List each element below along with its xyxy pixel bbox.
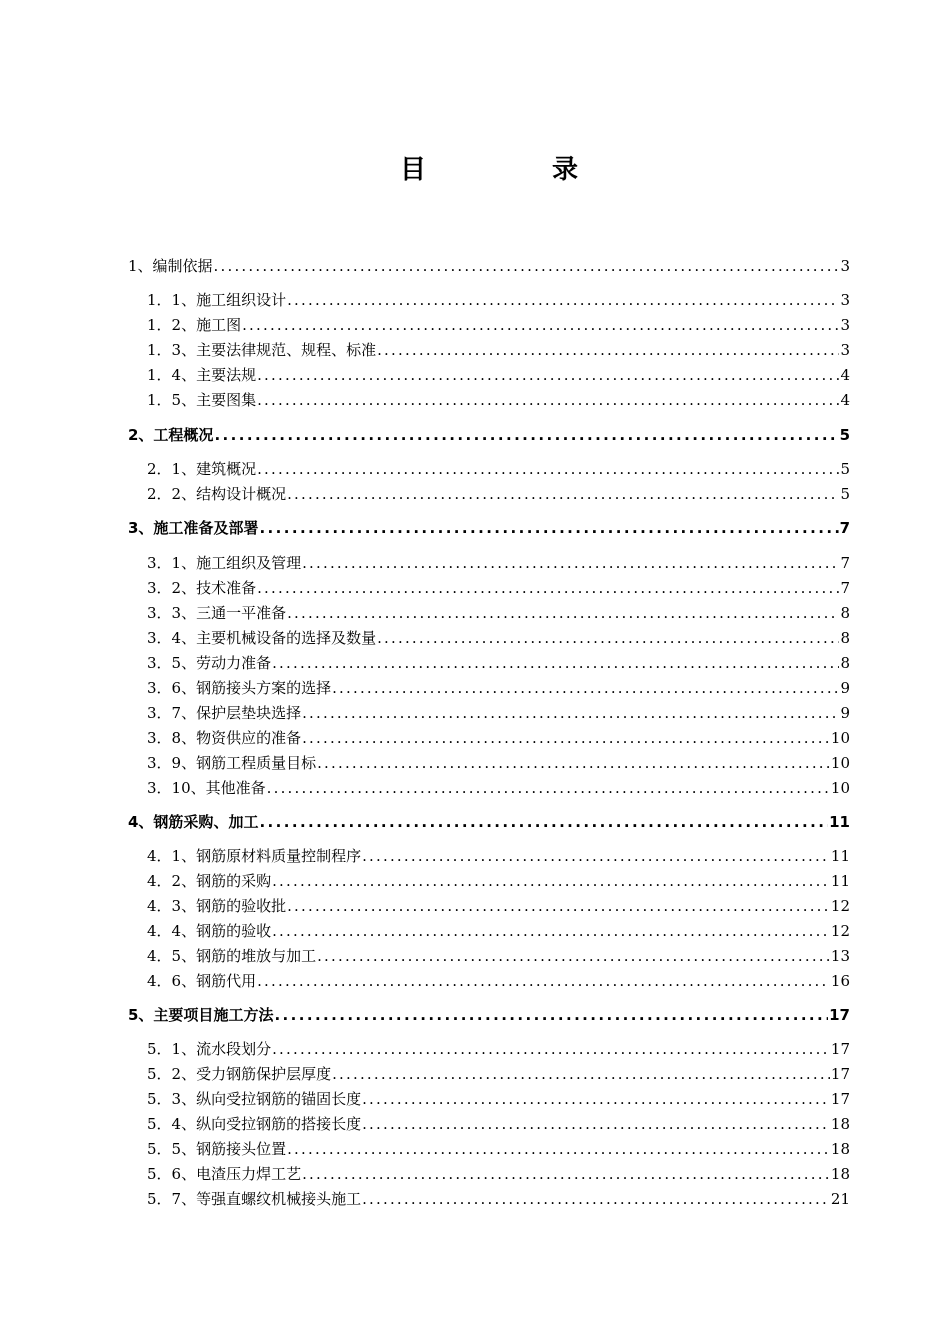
toc-leader-dots [267,777,830,799]
toc-page-number: 8 [840,654,850,672]
toc-entry-label: 4、钢筋采购、加工 [128,813,259,831]
toc-leader-dots [332,1063,830,1085]
toc-leader-dots [317,945,830,967]
toc-entry-label: 3．1、施工组织及管理 [147,554,302,572]
toc-section-entry[interactable] [0,389,850,411]
toc-section-entry[interactable] [0,845,850,867]
toc-section-entry[interactable] [0,1113,850,1135]
toc-page-number: 18 [830,1140,850,1158]
toc-entry-label: 2、工程概况 [128,426,214,444]
toc-leader-dots [257,389,839,411]
toc-section-entry[interactable] [0,777,850,799]
toc-page-number: 17 [830,1065,850,1083]
toc-leader-dots [302,552,839,574]
toc-entry-label: 4．2、钢筋的采购 [147,872,272,890]
toc-page-number: 10 [830,729,850,747]
toc-page-number: 10 [830,779,850,797]
toc-leader-dots [272,652,839,674]
toc-leader-dots [362,1188,830,1210]
toc-leader-dots [287,1138,830,1160]
toc-section-entry[interactable] [0,1063,850,1085]
toc-section-entry[interactable] [0,895,850,917]
toc-page-number: 9 [840,679,850,697]
toc-section-entry[interactable] [0,1038,850,1060]
toc-entry-label: 5．7、等强直螺纹机械接头施工 [147,1190,362,1208]
toc-page-number: 3 [840,341,850,359]
toc-page-number: 12 [830,897,850,915]
toc-chapter-entry[interactable] [0,517,850,539]
toc-leader-dots [259,811,828,833]
toc-section-entry[interactable] [0,727,850,749]
toc-entry-label: 1．1、施工组织设计 [147,291,287,309]
toc-entry-label: 1．2、施工图 [147,316,242,334]
toc-entry-label: 5．1、流水段划分 [147,1040,272,1058]
toc-section-entry[interactable] [0,483,850,505]
toc-leader-dots [302,1163,830,1185]
toc-entry-label: 3．2、技术准备 [147,579,257,597]
toc-chapter-entry[interactable] [0,811,850,833]
toc-leader-dots [242,314,839,336]
toc-page-number: 13 [830,947,850,965]
toc-chapter-entry[interactable] [0,424,850,446]
toc-section-entry[interactable] [0,1138,850,1160]
toc-leader-dots [317,752,830,774]
toc-page-number: 11 [830,872,850,890]
toc-section-entry[interactable] [0,289,850,311]
toc-chapter-entry[interactable] [0,1004,850,1026]
toc-section-entry[interactable] [0,1163,850,1185]
toc-page-number: 3 [840,316,850,334]
toc-entry-label: 5．4、纵向受拉钢筋的搭接长度 [147,1115,362,1133]
toc-page-number: 4 [840,366,850,384]
toc-leader-dots [362,1113,830,1135]
toc-entry-label: 1．4、主要法规 [147,366,257,384]
toc-entry-label: 3．5、劳动力准备 [147,654,272,672]
toc-page-number: 8 [840,629,850,647]
toc-entry-label: 3．10、其他准备 [147,779,266,797]
toc-leader-dots [259,517,838,539]
toc-page-number: 17 [830,1040,850,1058]
toc-section-entry[interactable] [0,945,850,967]
toc-leader-dots [362,1088,830,1110]
toc-entry-label: 4．1、钢筋原材料质量控制程序 [147,847,362,865]
toc-leader-dots [287,895,830,917]
toc-entry-label: 5．6、电渣压力焊工艺 [147,1165,302,1183]
toc-section-entry[interactable] [0,870,850,892]
toc-page-number: 5 [839,426,850,444]
title-char-2: 录 [552,155,581,185]
toc-section-entry[interactable] [0,1188,850,1210]
toc-entry-label: 1、编制依据 [128,257,213,275]
toc-leader-dots [377,627,839,649]
toc-entry-label: 1．5、主要图集 [147,391,257,409]
toc-entry-label: 3．8、物资供应的准备 [147,729,302,747]
toc-page-number: 10 [830,754,850,772]
toc-leader-dots [302,727,830,749]
toc-entry-label: 3．9、钢筋工程质量目标 [147,754,317,772]
toc-leader-dots [272,920,830,942]
toc-page-number: 18 [830,1115,850,1133]
toc-page-number: 18 [830,1165,850,1183]
toc-leader-dots [214,424,838,446]
toc-page-number: 7 [840,554,850,572]
toc-entry-label: 1．3、主要法律规范、规程、标准 [147,341,377,359]
toc-entry-label: 4．4、钢筋的验收 [147,922,272,940]
toc-page-number: 11 [830,847,850,865]
toc-section-entry[interactable] [0,364,850,386]
toc-entry-label: 5、主要项目施工方法 [128,1006,274,1024]
toc-page-number: 3 [840,257,850,275]
toc-entry-label: 3．3、三通一平准备 [147,604,287,622]
toc-section-entry[interactable] [0,1088,850,1110]
toc-page-number: 7 [840,579,850,597]
toc-leader-dots [274,1004,828,1026]
toc-leader-dots [362,845,830,867]
toc-leader-dots [287,602,839,624]
toc-page-number: 21 [830,1190,850,1208]
toc-page-number: 5 [840,460,850,478]
toc-section-entry[interactable] [0,677,850,699]
toc-page-number: 3 [840,291,850,309]
toc-page-number: 7 [839,519,850,537]
toc-entry-label: 2．2、结构设计概况 [147,485,287,503]
toc-leader-dots [257,970,830,992]
toc-entry-label: 3、施工准备及部署 [128,519,259,537]
toc-page-number: 16 [830,972,850,990]
toc-entry-label: 2．1、建筑概况 [147,460,257,478]
toc-page-number: 9 [840,704,850,722]
toc-page-number: 11 [829,813,850,831]
toc-section-entry[interactable] [0,652,850,674]
toc-section-entry[interactable] [0,627,850,649]
toc-section-entry[interactable] [0,920,850,942]
toc-leader-dots [332,677,839,699]
toc-section-entry[interactable] [0,314,850,336]
toc-page-number: 5 [840,485,850,503]
toc-leader-dots [287,289,839,311]
toc-page-number: 4 [840,391,850,409]
toc-section-entry[interactable] [0,458,850,480]
toc-entry-label: 4．5、钢筋的堆放与加工 [147,947,317,965]
toc-page-number: 17 [830,1090,850,1108]
toc-section-entry[interactable] [0,752,850,774]
title-char-1: 目 [400,155,429,185]
toc-section-entry[interactable] [0,970,850,992]
toc-entry-label: 4．6、钢筋代用 [147,972,257,990]
toc-entry-label: 5．5、钢筋接头位置 [147,1140,287,1158]
toc-leader-dots [257,577,839,599]
toc-entry-label: 3．6、钢筋接头方案的选择 [147,679,332,697]
toc-page-number: 12 [830,922,850,940]
toc-entry-label: 3．4、主要机械设备的选择及数量 [147,629,377,647]
toc-section-entry[interactable] [0,339,850,361]
toc-leader-dots [377,339,839,361]
toc-entry-label: 5．3、纵向受拉钢筋的锚固长度 [147,1090,362,1108]
toc-leader-dots [272,870,830,892]
toc-leader-dots [214,255,840,277]
toc-leader-dots [287,483,839,505]
toc-leader-dots [272,1038,830,1060]
toc-leader-dots [257,364,839,386]
toc-section-entry[interactable] [0,577,850,599]
toc-page-number: 17 [829,1006,850,1024]
toc-entry-label: 4．3、钢筋的验收批 [147,897,287,915]
toc-leader-dots [257,458,839,480]
toc-section-entry[interactable] [0,702,850,724]
toc-entry-label: 5．2、受力钢筋保护层厚度 [147,1065,332,1083]
toc-leader-dots [302,702,839,724]
toc-page-number: 8 [840,604,850,622]
toc-entry-label: 3．7、保护层垫块选择 [147,704,302,722]
toc-section-entry[interactable] [0,602,850,624]
toc-chapter-entry[interactable] [0,255,850,277]
toc-section-entry[interactable] [0,552,850,574]
